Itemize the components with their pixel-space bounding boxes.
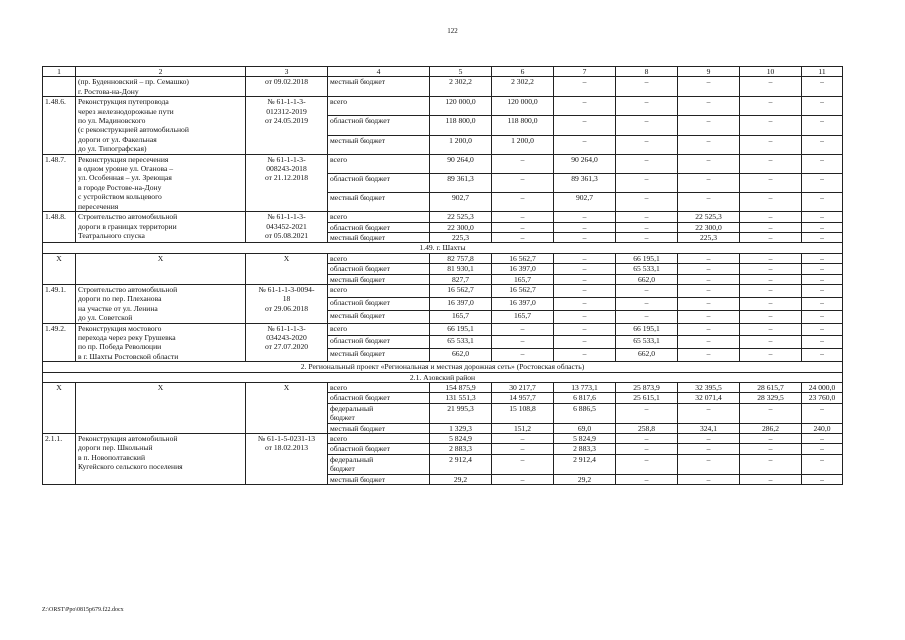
amount-cell: 165,7 (492, 274, 554, 284)
amount-cell: – (802, 264, 843, 274)
funding-source: всего (328, 323, 430, 336)
item-number: X (43, 383, 76, 434)
amount-cell: 16 397,0 (430, 297, 492, 310)
amount-cell: – (616, 454, 678, 474)
amount-cell: 29,2 (554, 474, 616, 484)
footer-file-path: Z:\ORST\Ppo\0815p679.f22.docx (42, 607, 124, 613)
funding-source: местный бюджет (328, 135, 430, 154)
amount-cell: 90 264,0 (554, 154, 616, 173)
amount-cell: 69,0 (554, 423, 616, 433)
amount-cell: 66 195,1 (616, 253, 678, 263)
amount-cell: – (802, 274, 843, 284)
amount-cell: 89 361,3 (430, 173, 492, 192)
item-document: X (246, 383, 328, 434)
funding-source: местный бюджет (328, 423, 430, 433)
amount-cell: – (616, 212, 678, 222)
amount-cell: 2 883,3 (554, 444, 616, 454)
amount-cell: – (740, 297, 802, 310)
amount-cell: 66 195,1 (430, 323, 492, 336)
amount-cell: – (802, 444, 843, 454)
amount-cell: – (492, 474, 554, 484)
amount-cell: – (678, 403, 740, 423)
amount-cell: 13 773,1 (554, 383, 616, 393)
amount-cell: 21 995,3 (430, 403, 492, 423)
section-row (43, 372, 843, 382)
amount-cell: – (802, 297, 843, 310)
funding-source: местный бюджет (328, 192, 430, 211)
amount-cell: – (678, 454, 740, 474)
table-row (43, 253, 843, 263)
section-heading: 1.49. г. Шахты (43, 243, 843, 253)
amount-cell: 258,8 (616, 423, 678, 433)
amount-cell: 24 000,0 (802, 383, 843, 393)
amount-cell: – (554, 264, 616, 274)
column-number-cell: 10 (740, 67, 802, 77)
funding-source: всего (328, 212, 430, 222)
amount-cell: – (554, 349, 616, 362)
amount-cell: – (678, 253, 740, 263)
amount-cell: – (740, 336, 802, 349)
item-name: Строительство автомобильной дороги в границах территории Театрального спуска (76, 212, 246, 243)
amount-cell: – (616, 434, 678, 444)
amount-cell: – (616, 474, 678, 484)
amount-cell: – (616, 284, 678, 297)
amount-cell: – (802, 336, 843, 349)
item-name: Реконструкция пересечения в одном уровне ул. Оганова – ул. Особенная – ул. Зреющая в городе Ростове-на-Дону с устройством кольцевого пересечения (76, 154, 246, 211)
column-number-cell: 11 (802, 67, 843, 77)
amount-cell: 151,2 (492, 423, 554, 433)
amount-cell: – (740, 323, 802, 336)
funding-source: всего (328, 434, 430, 444)
amount-cell: 2 912,4 (430, 454, 492, 474)
amount-cell: 32 071,4 (678, 393, 740, 403)
amount-cell: 65 533,1 (616, 264, 678, 274)
amount-cell: 662,0 (430, 349, 492, 362)
amount-cell: – (802, 192, 843, 211)
amount-cell: 240,0 (802, 423, 843, 433)
amount-cell: 2 302,2 (492, 77, 554, 97)
amount-cell: 65 533,1 (616, 336, 678, 349)
amount-cell: – (740, 454, 802, 474)
amount-cell: 22 525,3 (678, 212, 740, 222)
funding-source: местный бюджет (328, 232, 430, 242)
amount-cell: 118 800,0 (492, 116, 554, 135)
amount-cell: 324,1 (678, 423, 740, 433)
amount-cell: – (802, 116, 843, 135)
amount-cell: – (678, 434, 740, 444)
amount-cell: 15 108,8 (492, 403, 554, 423)
funding-source: местный бюджет (328, 474, 430, 484)
amount-cell: 16 562,7 (492, 284, 554, 297)
amount-cell: – (554, 336, 616, 349)
amount-cell: – (492, 444, 554, 454)
amount-cell: 5 824,9 (554, 434, 616, 444)
item-number: 1.48.8. (43, 212, 76, 243)
amount-cell: – (802, 284, 843, 297)
funding-source: федеральный бюджет (328, 403, 430, 423)
item-name: Строительство автомобильной дороги по пер. Плеханова на участке от ул. Ленина до ул. Советской (76, 284, 246, 323)
amount-cell: – (616, 116, 678, 135)
amount-cell: 2 883,3 (430, 444, 492, 454)
amount-cell: 28 615,7 (740, 383, 802, 393)
amount-cell: 2 912,4 (554, 454, 616, 474)
funding-source: областной бюджет (328, 173, 430, 192)
amount-cell: – (802, 232, 843, 242)
amount-cell: – (740, 474, 802, 484)
funding-source: всего (328, 383, 430, 393)
amount-cell: 154 875,9 (430, 383, 492, 393)
amount-cell: 6 886,5 (554, 403, 616, 423)
amount-cell: – (616, 97, 678, 116)
amount-cell: 5 824,9 (430, 434, 492, 444)
item-document: № 61-1-1-3-0094- 18 от 29.06.2018 (246, 284, 328, 323)
amount-cell: – (554, 297, 616, 310)
amount-cell: – (616, 444, 678, 454)
amount-cell: – (554, 310, 616, 323)
amount-cell: 32 395,5 (678, 383, 740, 393)
amount-cell: – (492, 212, 554, 222)
amount-cell: – (554, 212, 616, 222)
item-document: № 61-1-1-3- 008243-2018 от 21.12.2018 (246, 154, 328, 211)
amount-cell: – (802, 97, 843, 116)
item-number (43, 77, 76, 97)
amount-cell: – (616, 192, 678, 211)
table-row (43, 323, 843, 336)
amount-cell: – (678, 474, 740, 484)
amount-cell: – (802, 403, 843, 423)
amount-cell: – (740, 97, 802, 116)
amount-cell: – (492, 454, 554, 474)
table-row (43, 154, 843, 173)
amount-cell: 286,2 (740, 423, 802, 433)
item-number: 1.48.6. (43, 97, 76, 154)
amount-cell: – (554, 77, 616, 97)
amount-cell: 22 300,0 (430, 222, 492, 232)
amount-cell: 120 000,0 (430, 97, 492, 116)
funding-source: местный бюджет (328, 77, 430, 97)
column-number-cell: 3 (246, 67, 328, 77)
amount-cell: 23 760,0 (802, 393, 843, 403)
page-number: 122 (447, 27, 458, 35)
amount-cell: – (616, 173, 678, 192)
item-number: 1.49.1. (43, 284, 76, 323)
item-name: X (76, 383, 246, 434)
amount-cell: – (616, 77, 678, 97)
funding-source: областной бюджет (328, 297, 430, 310)
column-number-cell: 4 (328, 67, 430, 77)
amount-cell: – (678, 264, 740, 274)
amount-cell: 1 200,0 (430, 135, 492, 154)
amount-cell: – (678, 349, 740, 362)
amount-cell: – (678, 154, 740, 173)
funding-source: всего (328, 154, 430, 173)
amount-cell: 2 302,2 (430, 77, 492, 97)
amount-cell: – (492, 154, 554, 173)
funding-source: местный бюджет (328, 349, 430, 362)
amount-cell: – (616, 297, 678, 310)
item-number: X (43, 253, 76, 284)
amount-cell: – (802, 77, 843, 97)
funding-source: всего (328, 97, 430, 116)
amount-cell: 28 329,5 (740, 393, 802, 403)
amount-cell: – (740, 232, 802, 242)
amount-cell: – (492, 222, 554, 232)
amount-cell: – (678, 336, 740, 349)
amount-cell: – (554, 232, 616, 242)
amount-cell: – (740, 212, 802, 222)
table-row (43, 383, 843, 393)
column-number-cell: 9 (678, 67, 740, 77)
amount-cell: – (678, 135, 740, 154)
amount-cell: 16 562,7 (430, 284, 492, 297)
amount-cell: – (678, 323, 740, 336)
item-document: от 09.02.2018 (246, 77, 328, 97)
amount-cell: 225,3 (430, 232, 492, 242)
item-document: № 61-1-1-3- 012312-2019 от 24.05.2019 (246, 97, 328, 154)
amount-cell: – (802, 253, 843, 263)
amount-cell: – (740, 77, 802, 97)
item-name: X (76, 253, 246, 284)
amount-cell: 1 200,0 (492, 135, 554, 154)
amount-cell: – (554, 323, 616, 336)
amount-cell: 131 551,3 (430, 393, 492, 403)
amount-cell: – (740, 154, 802, 173)
section-heading: 2.1. Азовский район (43, 372, 843, 382)
amount-cell: – (802, 349, 843, 362)
amount-cell: – (492, 173, 554, 192)
amount-cell: – (740, 434, 802, 444)
table-row (43, 212, 843, 222)
amount-cell: – (678, 173, 740, 192)
amount-cell: 25 615,1 (616, 393, 678, 403)
item-name: (пр. Буденновский – пр. Семашко) г. Ростова-на-Дону (76, 77, 246, 97)
amount-cell: – (802, 173, 843, 192)
amount-cell: – (678, 444, 740, 454)
amount-cell: 89 361,3 (554, 173, 616, 192)
amount-cell: – (554, 253, 616, 263)
amount-cell: 118 800,0 (430, 116, 492, 135)
amount-cell: – (554, 274, 616, 284)
table-row (43, 97, 843, 116)
item-number: 1.49.2. (43, 323, 76, 362)
funding-source: федеральный бюджет (328, 454, 430, 474)
item-name: Реконструкция автомобильной дороги пер. Школьный в п. Новополтавский Кугейского сельского поселения (76, 434, 246, 485)
amount-cell: – (616, 310, 678, 323)
amount-cell: – (554, 284, 616, 297)
amount-cell: – (802, 454, 843, 474)
amount-cell: – (740, 253, 802, 263)
amount-cell: – (678, 97, 740, 116)
amount-cell: 902,7 (554, 192, 616, 211)
amount-cell: – (740, 116, 802, 135)
column-number-cell: 2 (76, 67, 246, 77)
amount-cell: – (492, 323, 554, 336)
amount-cell: – (740, 264, 802, 274)
amount-cell: – (492, 349, 554, 362)
amount-cell: – (740, 173, 802, 192)
amount-cell: – (616, 232, 678, 242)
budget-table (42, 66, 843, 485)
amount-cell: 120 000,0 (492, 97, 554, 116)
amount-cell: – (740, 310, 802, 323)
amount-cell: 22 525,3 (430, 212, 492, 222)
section-row (43, 243, 843, 253)
item-name: Реконструкция мостового перехода через реку Грушевка по пр. Победа Революции в г. Шахты Ростовской области (76, 323, 246, 362)
amount-cell: 6 817,6 (554, 393, 616, 403)
amount-cell: – (740, 192, 802, 211)
column-number-cell: 6 (492, 67, 554, 77)
column-number-cell: 5 (430, 67, 492, 77)
amount-cell: 165,7 (430, 310, 492, 323)
amount-cell: – (616, 154, 678, 173)
amount-cell: – (678, 116, 740, 135)
amount-cell: – (492, 336, 554, 349)
funding-source: областной бюджет (328, 393, 430, 403)
amount-cell: 165,7 (492, 310, 554, 323)
amount-cell: 662,0 (616, 274, 678, 284)
amount-cell: – (678, 192, 740, 211)
amount-cell: 16 397,0 (492, 297, 554, 310)
amount-cell: – (740, 135, 802, 154)
amount-cell: 29,2 (430, 474, 492, 484)
amount-cell: – (740, 403, 802, 423)
amount-cell: 827,7 (430, 274, 492, 284)
amount-cell: 902,7 (430, 192, 492, 211)
amount-cell: – (678, 77, 740, 97)
amount-cell: – (802, 212, 843, 222)
column-number-row (43, 67, 843, 77)
amount-cell: 22 300,0 (678, 222, 740, 232)
item-document: № 61-1-1-3- 034243-2020 от 27.07.2020 (246, 323, 328, 362)
item-document: X (246, 253, 328, 284)
column-number-cell: 8 (616, 67, 678, 77)
item-number: 2.1.1. (43, 434, 76, 485)
amount-cell: – (740, 349, 802, 362)
amount-cell: – (616, 135, 678, 154)
item-document: № 61-1-5-0231-13 от 18.02.2013 (246, 434, 328, 485)
column-number-cell: 1 (43, 67, 76, 77)
funding-source: местный бюджет (328, 310, 430, 323)
amount-cell: – (554, 116, 616, 135)
amount-cell: – (616, 222, 678, 232)
funding-source: областной бюджет (328, 116, 430, 135)
funding-source: местный бюджет (328, 274, 430, 284)
funding-source: областной бюджет (328, 264, 430, 274)
table-row (43, 284, 843, 297)
amount-cell: – (740, 274, 802, 284)
amount-cell: 81 930,1 (430, 264, 492, 274)
amount-cell: 662,0 (616, 349, 678, 362)
funding-source: всего (328, 284, 430, 297)
amount-cell: – (802, 474, 843, 484)
amount-cell: 1 329,3 (430, 423, 492, 433)
amount-cell: – (678, 310, 740, 323)
amount-cell: – (492, 192, 554, 211)
amount-cell: 82 757,8 (430, 253, 492, 263)
section-heading: 2. Региональный проект «Региональная и местная дорожная сеть» (Ростовская область) (43, 362, 843, 372)
amount-cell: – (802, 222, 843, 232)
amount-cell: 225,3 (678, 232, 740, 242)
amount-cell: – (740, 222, 802, 232)
section-row (43, 362, 843, 372)
amount-cell: – (554, 135, 616, 154)
funding-source: областной бюджет (328, 336, 430, 349)
item-document: № 61-1-1-3- 043452-2021 от 05.08.2021 (246, 212, 328, 243)
amount-cell: – (802, 154, 843, 173)
amount-cell: 14 957,7 (492, 393, 554, 403)
table-row (43, 434, 843, 444)
table-row (43, 77, 843, 97)
amount-cell: – (678, 284, 740, 297)
amount-cell: – (554, 97, 616, 116)
item-name: Реконструкция путепровода через железнодорожные пути по ул. Мадиновского (с реконструкцией автомобильной дороги от ул. Факельная до ул. Типографская) (76, 97, 246, 154)
amount-cell: 30 217,7 (492, 383, 554, 393)
amount-cell: 65 533,1 (430, 336, 492, 349)
amount-cell: 16 397,0 (492, 264, 554, 274)
amount-cell: 90 264,0 (430, 154, 492, 173)
amount-cell: 16 562,7 (492, 253, 554, 263)
funding-source: областной бюджет (328, 222, 430, 232)
amount-cell: – (492, 232, 554, 242)
amount-cell: – (740, 284, 802, 297)
amount-cell: – (554, 222, 616, 232)
amount-cell: – (678, 274, 740, 284)
amount-cell: – (678, 297, 740, 310)
amount-cell: – (802, 323, 843, 336)
funding-source: областной бюджет (328, 444, 430, 454)
amount-cell: – (802, 310, 843, 323)
amount-cell: – (492, 434, 554, 444)
amount-cell: 66 195,1 (616, 323, 678, 336)
item-number: 1.48.7. (43, 154, 76, 211)
funding-source: всего (328, 253, 430, 263)
amount-cell: – (740, 444, 802, 454)
column-number-cell: 7 (554, 67, 616, 77)
amount-cell: – (616, 403, 678, 423)
amount-cell: 25 873,9 (616, 383, 678, 393)
amount-cell: – (802, 135, 843, 154)
amount-cell: – (802, 434, 843, 444)
